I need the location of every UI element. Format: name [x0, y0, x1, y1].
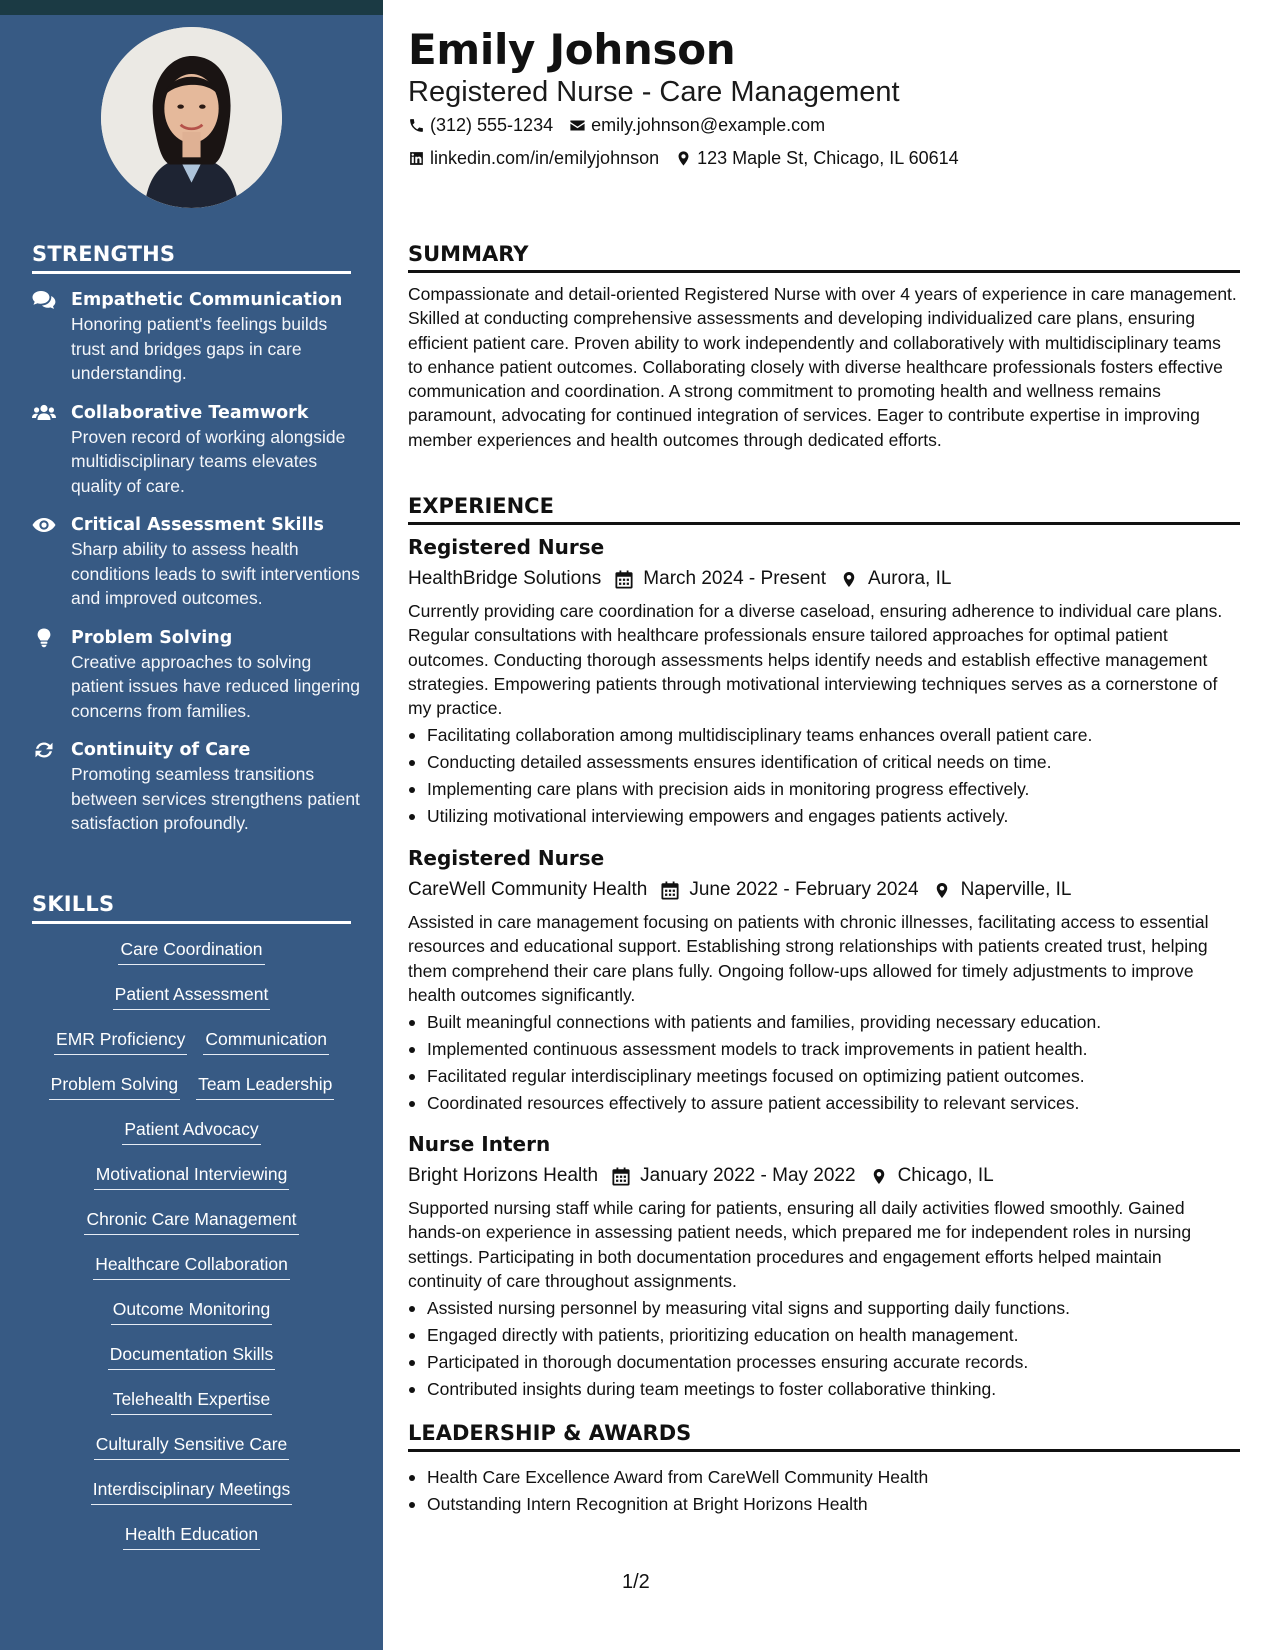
job-dates	[612, 1164, 855, 1188]
job-description: Currently providing care coordination for a diverse caseload, ensuring adherence to individual care plans. Regular consultations with healthcare professionals ensure tailored approaches for optimal patient outcomes. Conducting thorough assessments helps identify needs and establish effective management strategies. Empowering patients through motivational interviewing techniques serves as a cornerstone of my practice.	[408, 601, 1223, 719]
profile-photo	[101, 27, 282, 208]
strengths-list	[32, 288, 362, 851]
job-description: Supported nursing staff while caring for patients, ensuring all daily activities flowed smoothly. Gained hands-on experience in assessing patient needs, which prepared me for independent roles in nursing settings. Participating in both documentation procedures and engagement efforts helped maintain continuity of care throughout assignments.	[408, 1198, 1192, 1291]
page-number: 1/2	[622, 1571, 650, 1593]
strength-title: Collaborative Teamwork	[71, 402, 309, 423]
users-icon	[32, 403, 56, 423]
strength-description: Creative approaches to solving patient issues have reduced lingering concerns from families.	[71, 651, 360, 721]
location-text: Aurora, IL	[868, 568, 952, 589]
job-entry	[408, 534, 1240, 830]
contact-row	[408, 114, 841, 136]
linkedin-icon	[408, 150, 425, 167]
email-address: emily.johnson@example.com	[591, 115, 826, 135]
skill-tag: Problem Solving	[49, 1073, 180, 1100]
list-item: Built meaningful connections with patients and families, providing necessary education.	[408, 1009, 1240, 1036]
job-meta	[408, 567, 1240, 591]
contact-row	[408, 147, 975, 169]
leadership-heading: LEADERSHIP & AWARDS	[408, 1421, 1240, 1452]
skill-tag: Culturally Sensitive Care	[94, 1433, 290, 1460]
refresh-icon	[32, 740, 56, 760]
skill-tag: Chronic Care Management	[84, 1208, 298, 1235]
eye-icon	[32, 515, 56, 535]
address-text: 123 Maple St, Chicago, IL 60614	[697, 148, 959, 168]
strength-item	[32, 738, 362, 836]
date-range: June 2022 - February 2024	[689, 879, 919, 900]
list-item: Contributed insights during team meetings to foster collaborative thinking.	[408, 1376, 1240, 1403]
skill-tag: Patient Advocacy	[122, 1118, 260, 1145]
skill-tag: Health Education	[123, 1523, 260, 1550]
date-range: March 2024 - Present	[643, 568, 826, 589]
job-location	[840, 567, 951, 591]
strength-item	[32, 626, 362, 724]
address-contact	[675, 147, 959, 169]
phone-number: (312) 555-1234	[430, 115, 554, 135]
summary-heading: SUMMARY	[408, 242, 1240, 273]
list-item: Conducting detailed assessments ensures identification of critical needs on time.	[408, 749, 1240, 776]
candidate-title: Registered Nurse - Care Management	[408, 76, 900, 108]
job-entry	[408, 845, 1240, 1117]
skill-tag: Interdisciplinary Meetings	[91, 1478, 292, 1505]
company-name: Bright Horizons Health	[408, 1165, 599, 1186]
job-role: Registered Nurse	[408, 846, 605, 870]
job-bullets	[408, 1009, 1240, 1117]
strength-description: Honoring patient's feelings builds trust and bridges gaps in care understanding.	[71, 314, 328, 383]
candidate-name: Emily Johnson	[408, 25, 736, 74]
list-item: Utilizing motivational interviewing empowers and engages patients actively.	[408, 803, 1240, 830]
location-text: Naperville, IL	[960, 879, 1072, 900]
job-description: Assisted in care management focusing on patients with chronic illnesses, facilitating access to essential resources and educational support. Establishing strong relationships with patients created trust, helping them comprehend their care plans fully. Ongoing follow-ups allowed for timely adjustments to improve health outcomes significantly.	[408, 912, 1209, 1005]
skill-tag: Communication	[203, 1028, 329, 1055]
skills-heading: SKILLS	[32, 892, 351, 924]
strength-item	[32, 401, 362, 499]
skill-tag: Documentation Skills	[108, 1343, 275, 1370]
skill-tag: Telehealth Expertise	[111, 1388, 273, 1415]
list-item: Engaged directly with patients, prioritizing education on health management.	[408, 1322, 1240, 1349]
phone-contact[interactable]	[408, 114, 553, 136]
list-item: Facilitating collaboration among multidisciplinary teams enhances overall patient care.	[408, 722, 1240, 749]
company-name: CareWell Community Health	[408, 879, 648, 900]
strength-description: Proven record of working alongside multidisciplinary teams elevates quality of care.	[71, 426, 346, 496]
map-marker-icon	[675, 150, 692, 167]
skill-tag: Motivational Interviewing	[94, 1163, 290, 1190]
list-item: Health Care Excellence Award from CareWell Community Health	[408, 1464, 1240, 1491]
email-contact[interactable]	[569, 114, 825, 136]
strength-title: Continuity of Care	[71, 740, 251, 760]
strength-item	[32, 288, 362, 386]
job-role: Nurse Intern	[408, 1132, 551, 1156]
linkedin-url: linkedin.com/in/emilyjohnson	[430, 148, 660, 168]
job-dates	[661, 878, 918, 902]
job-role: Registered Nurse	[408, 535, 605, 559]
skill-tag: Care Coordination	[118, 938, 264, 965]
map-marker-icon	[870, 1167, 888, 1186]
top-strip	[0, 0, 383, 15]
list-item: Assisted nursing personnel by measuring vital signs and supporting daily functions.	[408, 1295, 1240, 1322]
job-location	[870, 1164, 994, 1188]
skill-tag: Healthcare Collaboration	[93, 1253, 290, 1280]
location-text: Chicago, IL	[897, 1165, 994, 1186]
job-meta	[408, 1164, 1240, 1188]
job-meta	[408, 878, 1240, 902]
list-item: Implementing care plans with precision aids in monitoring progress effectively.	[408, 776, 1240, 803]
strength-title: Critical Assessment Skills	[71, 515, 324, 535]
date-range: January 2022 - May 2022	[640, 1165, 856, 1186]
summary-text: Compassionate and detail-oriented Registered Nurse with over 4 years of experience in care management. Skilled at conducting comprehensive assessments and developing individualized care plans, ensuring efficient patient care. Proven ability to work independently and collaboratively with multidisciplinary teams to enhance patient outcomes. Collaborating closely with diverse healthcare professionals fosters effective communication and coordination. A strong commitment to promoting health and wellness remains paramount, advocating for continued integration of services. Eager to contribute expertise in improving member experiences and health outcomes through dedicated efforts.	[408, 284, 1237, 450]
skills-list	[32, 938, 351, 1568]
list-item: Implemented continuous assessment models to track improvements in patient health.	[408, 1036, 1240, 1063]
linkedin-contact[interactable]	[408, 147, 659, 169]
skill-tag: Outcome Monitoring	[111, 1298, 273, 1325]
calendar-icon	[612, 1167, 630, 1186]
phone-icon	[408, 117, 425, 134]
lightbulb-icon	[32, 628, 56, 648]
job-location	[933, 878, 1072, 902]
skill-tag: EMR Proficiency	[54, 1028, 187, 1055]
list-item: Coordinated resources effectively to assure patient accessibility to relevant services.	[408, 1090, 1240, 1117]
job-dates	[615, 567, 826, 591]
comments-icon	[32, 290, 56, 310]
company-name: HealthBridge Solutions	[408, 568, 602, 589]
avatar	[101, 27, 282, 208]
awards-list	[408, 1464, 1240, 1518]
map-marker-icon	[840, 570, 858, 589]
list-item: Outstanding Intern Recognition at Bright Horizons Health	[408, 1491, 1240, 1518]
strength-item	[32, 513, 362, 611]
strength-description: Promoting seamless transitions between services strengthens patient satisfaction profoundly.	[71, 764, 360, 833]
sidebar	[0, 0, 383, 1650]
job-bullets	[408, 1295, 1240, 1403]
job-entry	[408, 1131, 1240, 1403]
experience-heading: EXPERIENCE	[408, 494, 1240, 525]
list-item: Participated in thorough documentation processes ensuring accurate records.	[408, 1349, 1240, 1376]
calendar-icon	[615, 570, 633, 589]
job-bullets	[408, 722, 1240, 830]
strengths-heading: STRENGTHS	[32, 242, 351, 274]
strength-title: Empathetic Communication	[71, 290, 343, 310]
map-marker-icon	[933, 881, 951, 900]
envelope-icon	[569, 117, 586, 134]
calendar-icon	[661, 881, 679, 900]
skill-tag: Patient Assessment	[113, 983, 271, 1010]
skill-tag: Team Leadership	[196, 1073, 334, 1100]
list-item: Facilitated regular interdisciplinary meetings focused on optimizing patient outcomes.	[408, 1063, 1240, 1090]
strength-description: Sharp ability to assess health conditions leads to swift interventions and improved outcomes.	[71, 539, 360, 608]
strength-title: Problem Solving	[71, 627, 233, 648]
